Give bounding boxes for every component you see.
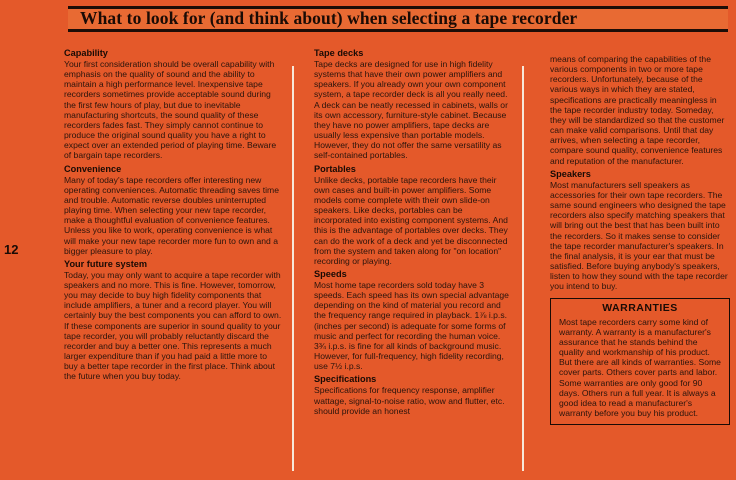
section-text-tape-decks: Tape decks are designed for use in high fidelity systems that have their own power amplifiers and speakers. If you already own your own component system, a tape recorder deck is all you really need. A deck can be neatly recessed in cabinets, walls or its own accessory, furniture-style cabinet. Because they have no power amplifiers, tape decks are usually less expensive than portable models. However, they do not offer the same versatility as self-contained portables. bbox=[314, 59, 508, 161]
section-heading-speakers: Speakers bbox=[550, 168, 591, 179]
column-1 bbox=[64, 48, 282, 385]
section-heading-specifications: Specifications bbox=[314, 374, 377, 385]
section-text-speakers: Most manufacturers sell speakers as accessories for their own tape recorders. The same sound engineers who designed the tape recorders also specify matching speakers that will bring out the best that has been built into the recorders. So it makes sense to consider the tape recorder manufacturer's speakers. In the final analysis, it is your ear that must be satisfied. Before buying anybody's speakers, listen to how they sound with the tape recorder you intend to buy. bbox=[550, 179, 728, 292]
section-heading-capability: Capability bbox=[64, 48, 108, 58]
column-divider bbox=[292, 66, 294, 471]
section-heading-convenience: Convenience bbox=[64, 163, 122, 174]
section-text-speeds: Most home tape recorders sold today have 3 speeds. Each speed has its own special advantage depending on the kind of material you record and the frequency range required in playback. 1⅞ i.p.s. (inches per second) is adequate for some forms of music and perfect for recording the human voice. 3¾ i.p.s. is fine for all kinds of background music. However, for full-frequency, high fidelity recording, use 7½ i.p.s. bbox=[314, 279, 509, 372]
page-title: What to look for (and think about) when selecting a tape recorder bbox=[80, 8, 578, 28]
column-divider bbox=[522, 66, 524, 471]
section-text-future-system: Today, you may only want to acquire a tape recorder with speakers and no more. This is fine. However, tomorrow, you may decide to buy high fidelity components that include amplifiers, a tuner and a record player. You will certainly buy the best components you can afford to own. If these components are superior in sound quality to your tape recorder, you will probably reluctantly discard the recorder and buy a better one. This represents a much larger expenditure than if you had paid a little more to buy a better tape recorder in the first place. Think about the future when you buy today. bbox=[64, 269, 282, 382]
warranties-box bbox=[550, 298, 730, 425]
warranties-heading: WARRANTIES bbox=[602, 302, 678, 315]
section-text-specifications-continued: means of comparing the capabilities of the various components in two or more tape recorders. Unfortunately, because of the various ways in which they are stated, specifications are practically meaningless in the tape recorder industry today. Someday, they will be standardized so that the customer can make valid comparisons. Until that day arrives, when selecting a tape recorder, compare sound quality, convenience features and reputation of the manufacturer. bbox=[550, 54, 725, 166]
section-heading-future-system: Your future system bbox=[64, 258, 148, 269]
column-3 bbox=[550, 54, 730, 425]
section-heading-tape-decks: Tape decks bbox=[314, 48, 364, 58]
section-text-convenience: Many of today's tape recorders offer interesting new operating conveniences. Automatic threading saves time and trouble. Automatic reverse doubles uninterrupted playing time. When selecting your new tape recorder, make a thoughtful evaluation of convenience features. Unless you like to work, operating convenience is what will make your new tape recorder more fun to own and a bigger pleasure to play. bbox=[64, 174, 279, 256]
section-text-capability: Your first consideration should be overall capability with emphasis on the quality of sound and the ability to maintain a high performance level. Inexpensive tape recorders sometimes provide acceptable sound during the first few hours of play, but due to inevitable manufacturing shortcuts, the sound quality of these recorders fades fast. They simply cannot continue to produce the original sound quality you have a right to expect over an extended period of playing time. Beware of bargain tape recorders. bbox=[64, 59, 277, 161]
page-number: 12 bbox=[4, 242, 19, 257]
section-heading-speeds: Speeds bbox=[314, 268, 347, 279]
section-text-specifications: Specifications for frequency response, amplifier wattage, signal-to-noise ratio, wow and flutter, etc. should provide an honest bbox=[314, 385, 505, 416]
column-2 bbox=[314, 48, 509, 419]
warranties-text: Most tape recorders carry some kind of warranty. A warranty is a manufacturer's assurance that he stands behind the quality and workmanship of his product. But there are all kinds of warranties. Some cover parts. Others cover parts and labor. Some warranties are only good for 90 days. Others run a full year. It is always a good idea to read a manufacturer's warranty before you buy his product. bbox=[559, 316, 721, 418]
section-text-portables: Unlike decks, portable tape recorders have their own cases and built-in power amplifiers. Some models come complete with their own slide-on speakers. Like decks, portables can be incorporated into existing component systems. And this is the advantage of portables over decks. They can do the work of a deck and yet be disconnected from the system and taken along for "on location" recording or playing. bbox=[314, 174, 508, 266]
section-heading-portables: Portables bbox=[314, 163, 356, 174]
